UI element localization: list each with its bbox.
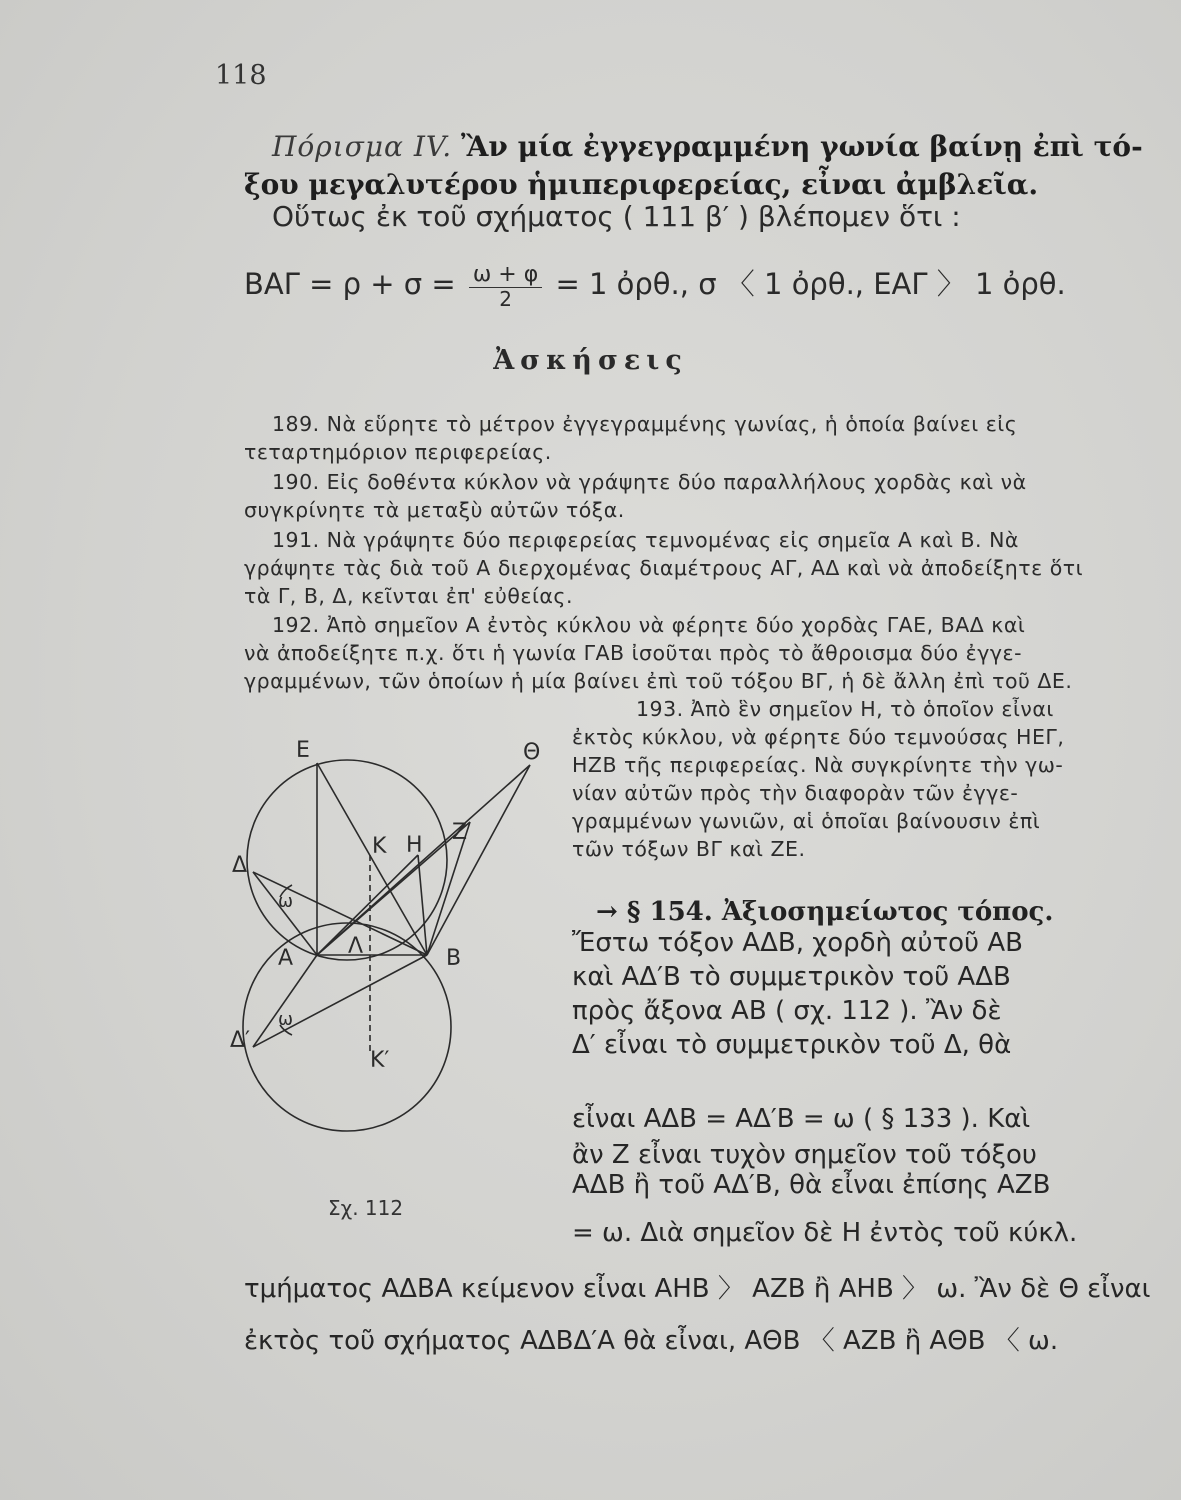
- exercise-line: τεταρτημόριον περιφερείας.: [244, 440, 552, 464]
- label-omega-1: ω: [278, 891, 294, 912]
- formula: [244, 262, 1066, 310]
- formula-numerator: ω + φ: [469, 263, 542, 288]
- figure-caption: Σχ. 112: [328, 1196, 404, 1220]
- exercise-line: 192. Ἀπὸ σημεῖον Α ἐντὸς κύκλου νὰ φέρητε δύο χορδὰς ΓΑΕ, ΒΑΔ καὶ: [272, 613, 1026, 637]
- label-Lambda: Λ: [348, 934, 364, 959]
- formula-denominator: 2: [499, 286, 512, 311]
- exercise-line: 189. Νὰ εὕρητε τὸ μέτρον ἐγγεγραμμένης γωνίας, ἡ ὁποία βαίνει εἰς: [272, 412, 1018, 436]
- exercise-line: νίαν αὐτῶν πρὸς τὴν διαφορὰν τῶν ἐγγε-: [572, 781, 1019, 805]
- porisma-text-1: Ἂν μία ἐγγεγραμμένη γωνία βαίνῃ ἐπὶ τό-: [461, 130, 1143, 163]
- section-line: πρὸς ἄξονα ΑΒ ( σχ. 112 ). Ἂν δὲ: [572, 996, 1002, 1026]
- exercise-line: γράψητε τὰς διὰ τοῦ Α διερχομένας διαμέτρους ΑΓ, ΑΔ καὶ νὰ ἀποδείξητε ὅτι: [244, 556, 1084, 580]
- figure-112: [220, 735, 560, 1190]
- exercise-line: γραμμένων γωνιῶν, αἱ ὁποῖαι βαίνουσιν ἐπὶ: [572, 809, 1041, 833]
- exercise-line: νὰ ἀποδείξητε π.χ. ὅτι ἡ γωνία ΓΑΒ ἰσοῦται πρὸς τὸ ἄθροισμα δύο ἐγγε-: [244, 641, 1023, 665]
- exercise-line: 190. Εἰς δοθέντα κύκλον νὰ γράψητε δύο παραλλήλους χορδὰς καὶ νὰ: [272, 470, 1027, 494]
- section-line: ΑΔΒ ἢ τοῦ ΑΔ′Β, θὰ εἶναι ἐπίσης ΑΖΒ: [572, 1170, 1051, 1200]
- exercise-line: τὰ Γ, Β, Δ, κεῖνται ἐπ' εὐθείας.: [244, 584, 573, 608]
- formula-left: ΒΑΓ = ρ + σ =: [244, 267, 456, 301]
- formula-fraction: [469, 263, 542, 310]
- porisma-line-3: Οὕτως ἐκ τοῦ σχήματος ( 111 β′ ) βλέπομεν ὅτι :: [272, 200, 961, 233]
- section-title: → § 154. Ἀξιοσημείωτος τόπος.: [596, 897, 1054, 927]
- section-line: = ω. Διὰ σημεῖον δὲ Η ἐντὸς τοῦ κύκλ.: [572, 1218, 1078, 1248]
- exercise-line: συγκρίνητε τὰ μεταξὺ αὐτῶν τόξα.: [244, 498, 625, 522]
- section-line: καὶ ΑΔ′Β τὸ συμμετρικὸν τοῦ ΑΔΒ: [572, 962, 1011, 992]
- label-E: Ε: [296, 738, 310, 763]
- upper-circle: [247, 760, 447, 960]
- section-line: ἐκτὸς τοῦ σχήματος ΑΔΒΔ′Α θὰ εἶναι, ΑΘΒ 〈 ΑΖΒ ἢ ΑΘΒ 〈 ω.: [244, 1326, 1059, 1356]
- line-B-Theta: [427, 765, 530, 955]
- label-K: Κ: [372, 834, 387, 859]
- label-B: Β: [446, 946, 462, 971]
- line-BH: [418, 855, 427, 955]
- exercise-line: 191. Νὰ γράψητε δύο περιφερείας τεμνομένας εἰς σημεῖα Α καὶ Β. Νὰ: [272, 528, 1019, 552]
- label-KPrime: Κ′: [370, 1048, 390, 1073]
- formula-right: = 1 ὀρθ., σ 〈 1 ὀρθ., ΕΑΓ 〉 1 ὀρθ.: [555, 267, 1066, 301]
- porisma-label: Πόρισμα IV.: [272, 130, 453, 163]
- label-Z: Ζ: [452, 820, 468, 845]
- section-line: εἶναι ΑΔΒ = ΑΔ′Β = ω ( § 133 ). Καὶ: [572, 1104, 1031, 1134]
- exercise-line: ἐκτὸς κύκλου, νὰ φέρητε δύο τεμνούσας ΗΕΓ,: [572, 725, 1065, 749]
- label-omega-2: ω: [278, 1009, 294, 1030]
- section-line: Δ′ εἶναι τὸ συμμετρικὸν τοῦ Δ, θὰ: [572, 1030, 1012, 1060]
- exercise-line: γραμμένων, τῶν ὁποίων ἡ μία βαίνει ἐπὶ τοῦ τόξου ΒΓ, ἡ δὲ ἄλλη ἐπὶ τοῦ ΔΕ.: [244, 669, 1073, 693]
- porisma-line-1: [272, 130, 1143, 163]
- exercise-line: 193. Ἀπὸ ἓν σημεῖον Η, τὸ ὁποῖον εἶναι: [636, 697, 1054, 721]
- label-Theta: Θ: [523, 740, 541, 765]
- label-H: Η: [406, 833, 423, 858]
- label-DeltaPrime: Δ′: [230, 1028, 251, 1053]
- exercise-line: τῶν τόξων ΒΓ καὶ ΖΕ.: [572, 837, 806, 861]
- section-line: ἂν Ζ εἶναι τυχὸν σημεῖον τοῦ τόξου: [572, 1140, 1037, 1170]
- line-AZ: [317, 822, 470, 955]
- section-line: τμήματος ΑΔΒΑ κείμενον εἶναι ΑΗΒ 〉 ΑΖΒ ἢ ΑΗΒ 〉 ω. Ἂν δὲ Θ εἶναι: [244, 1274, 1151, 1304]
- line-DeltaB: [253, 872, 427, 955]
- label-Delta: Δ: [232, 853, 248, 878]
- exercises-heading: Ἀσκήσεις: [493, 345, 688, 376]
- label-A: Α: [278, 946, 294, 971]
- porisma-line-2: ξου μεγαλυτέρου ἡμιπεριφερείας, εἶναι ἀμβλεῖα.: [244, 168, 1039, 201]
- exercise-line: ΗΖΒ τῆς περιφερείας. Νὰ συγκρίνητε τὴν γω-: [572, 753, 1064, 777]
- page-number: 118: [215, 60, 267, 91]
- section-line: Ἔστω τόξον ΑΔΒ, χορδὴ αὐτοῦ ΑΒ: [572, 928, 1023, 958]
